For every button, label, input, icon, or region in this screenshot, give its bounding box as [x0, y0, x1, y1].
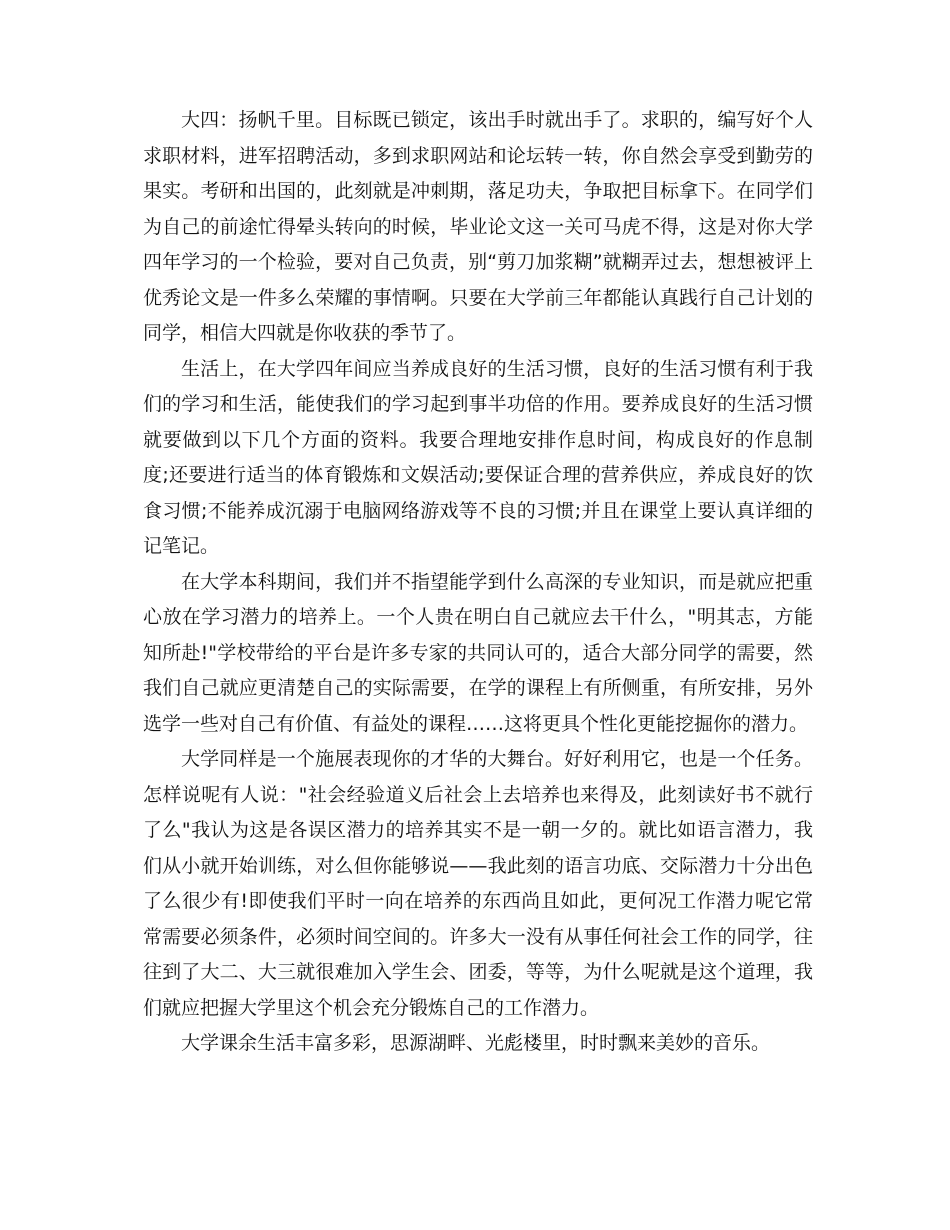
paragraph-learning-ability: 在大学本科期间，我们并不指望能学到什么高深的专业知识，而是就应把重心放在学习潜力的培养上。一个人贵在明白自己就应去干什么，"明其志，方能知所赴!"学校带给的平台是许多专家的共同认可的，适合大部分同学的需要，然我们自己就应更清楚自己的实际需要，在学的课程上有所侧重，有所安排，另外选学一些对自己有价值、有益处的课程……这将更具个性化更能挖掘你的潜力。 [143, 570, 813, 735]
document-body [143, 103, 813, 1062]
paragraph-extracurricular-life: 大学课余生活丰富多彩，思源湖畔、光彪楼里，时时飘来美妙的音乐。 [181, 1032, 771, 1054]
paragraph-living-habits: 生活上，在大学四年间应当养成良好的生活习惯，良好的生活习惯有利于我们的学习和生活，能使我们的学习起到事半功倍的作用。要养成良好的生活习惯就要做到以下几个方面的资料。我要合理地安排作息时间，构成良好的作息制度;还要进行适当的体育锻炼和文娱活动;要保证合理的营养供应，养成良好的饮食习惯;不能养成沉溺于电脑网络游戏等不良的习惯;并且在课堂上要认真详细的记笔记。 [143, 357, 813, 557]
paragraph-stage-for-talent: 大学同样是一个施展表现你的才华的大舞台。好好利用它，也是一个任务。怎样说呢有人说："社会经验道义后社会上去培养也来得及，此刻读好书不就行了么"我认为这是各误区潜力的培养其实不是一朝一夕的。就比如语言潜力，我们从小就开始训练，对么但你能够说——我此刻的语言功底、交际潜力十分出色了么很少有!即使我们平时一向在培养的东西尚且如此，更何况工作潜力呢它常常需要必须条件，必须时间空间的。许多大一没有从事任何社会工作的同学，往往到了大二、大三就很难加入学生会、团委，等等，为什么呢就是这个道理，我们就应把握大学里这个机会充分锻炼自己的工作潜力。 [143, 748, 813, 1019]
paragraph-senior-year: 大四：扬帆千里。目标既已锁定，该出手时就出手了。求职的，编写好个人求职材料，进军招聘活动，多到求职网站和论坛转一转，你自然会享受到勤劳的果实。考研和出国的，此刻就是冲刺期，落足功夫，争取把目标拿下。在同学们为自己的前途忙得晕头转向的时候，毕业论文这一关可马虎不得，这是对你大学四年学习的一个检验，要对自己负责，别“剪刀加浆糊”就糊弄过去，想想被评上优秀论文是一件多么荣耀的事情啊。只要在大学前三年都能认真践行自己计划的同学，相信大四就是你收获的季节了。 [143, 109, 813, 344]
